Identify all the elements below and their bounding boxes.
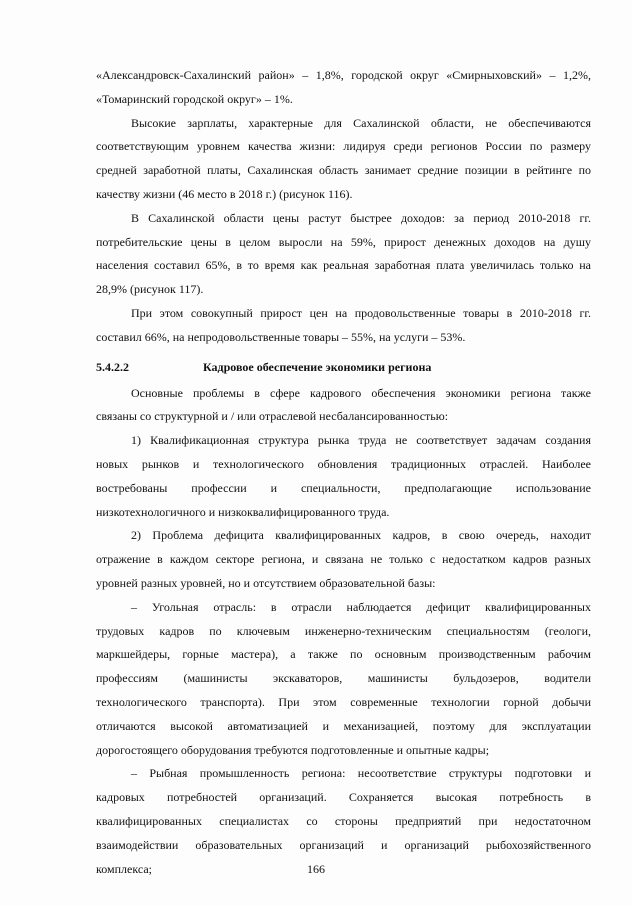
text-line: качеству жизни (46 место в 2018 г.) (рисунок 116). (96, 186, 353, 201)
text-line: Высокие зарплаты, характерные для Сахалинской области, не обеспечиваются (131, 115, 591, 130)
text-line: – Угольная отрасль: в отрасли наблюдается дефицит квалифицированных (131, 599, 591, 614)
text-line: низкотехнологичного и низкоквалифицированного труда. (96, 504, 390, 519)
text-line: В Сахалинской области цены растут быстрее доходов: за период 2010-2018 гг. (131, 210, 591, 225)
text-line: «Александровск-Сахалинский район» – 1,8%, городской округ «Смирныховский» – 1,2%, (96, 68, 591, 82)
section-title: Кадровое обеспечение экономики региона (203, 359, 432, 374)
text-line: дорогостоящего оборудования требуются подготовленные и опытные кадры; (96, 742, 490, 757)
text-line: профессиям (машинисты экскаваторов, машинисты бульдозеров, водители (96, 671, 591, 686)
bullet-coal-industry (96, 596, 591, 763)
text-line: составил 66%, на непродовольственные товары – 55%, на услуги – 53%. (96, 329, 466, 344)
text-line: трудовых кадров по ключевым инженерно-техническим специальностям (геологи, (96, 623, 591, 638)
text-line: Основные проблемы в сфере кадрового обеспечения экономики региона также (131, 385, 591, 400)
text-line: «Томаринский городской округ» – 1%. (96, 91, 293, 106)
text-line: средней заработной платы, Сахалинская область занимает средние позиции в рейтинге по (96, 163, 591, 178)
text-line: новых рынков и технологического обновления традиционных отраслей. Наиболее (96, 456, 591, 471)
text-line: соответствующим уровнем качества жизни: лидируя среди регионов России по размеру (96, 139, 591, 154)
text-line: кадровых потребностей организаций. Сохраняется высокая потребность в (96, 790, 591, 805)
text-line: При этом совокупный прирост цен на продовольственные товары в 2010-2018 гг. (131, 305, 591, 320)
text-line: квалифицированных специалистах со стороны предприятий при недостаточном (96, 813, 591, 828)
text-line: технологического транспорта). При этом современные технологии горной добычи (96, 694, 591, 709)
page-body (96, 64, 591, 881)
text-line: 1) Квалификационная структура рынка труда не соответствует задачам создания (131, 433, 591, 448)
text-line: – Рыбная промышленность региона: несоответствие структуры подготовки и (131, 766, 591, 781)
list-item-2 (96, 524, 591, 595)
paragraph-continuation (96, 64, 591, 112)
paragraph-main-problems (96, 382, 591, 430)
paragraph-salaries (96, 112, 591, 207)
section-number: 5.4.2.2 (96, 359, 129, 374)
list-item-1 (96, 429, 591, 524)
text-line: связаны со структурной и / или отраслевой несбалансированностью: (96, 409, 449, 424)
text-line: отражение в каждом секторе региона, и связана не только с недостатком кадров разных (96, 552, 591, 567)
text-line: 2) Проблема дефицита квалифицированных кадров, в свою очередь, находит (131, 528, 591, 543)
paragraph-prices (96, 207, 591, 302)
text-line: населения составил 65%, в то время как реальная заработная плата увеличилась только на (96, 258, 591, 273)
text-line: взаимодействии образовательных организаций и организаций рыбохозяйственного (96, 837, 591, 852)
text-line: потребительские цены в целом выросли на 59%, прирост денежных доходов на душу (96, 234, 591, 249)
paragraph-price-growth (96, 302, 591, 350)
text-line: отличаются высокой автоматизацией и механизацией, поэтому для эксплуатации (96, 718, 591, 733)
text-line: маркшейдеры, горные мастера), а также по основным производственным рабочим (96, 647, 591, 662)
page-number: 166 (307, 862, 325, 876)
text-line: комплекса; (96, 861, 152, 876)
text-line: уровней разных уровней, но и отсутствием образовательной базы: (96, 575, 436, 590)
text-line: востребованы профессии и специальности, предполагающие использование (96, 480, 591, 495)
section-heading (96, 352, 591, 382)
text-line: 28,9% (рисунок 117). (96, 282, 204, 297)
